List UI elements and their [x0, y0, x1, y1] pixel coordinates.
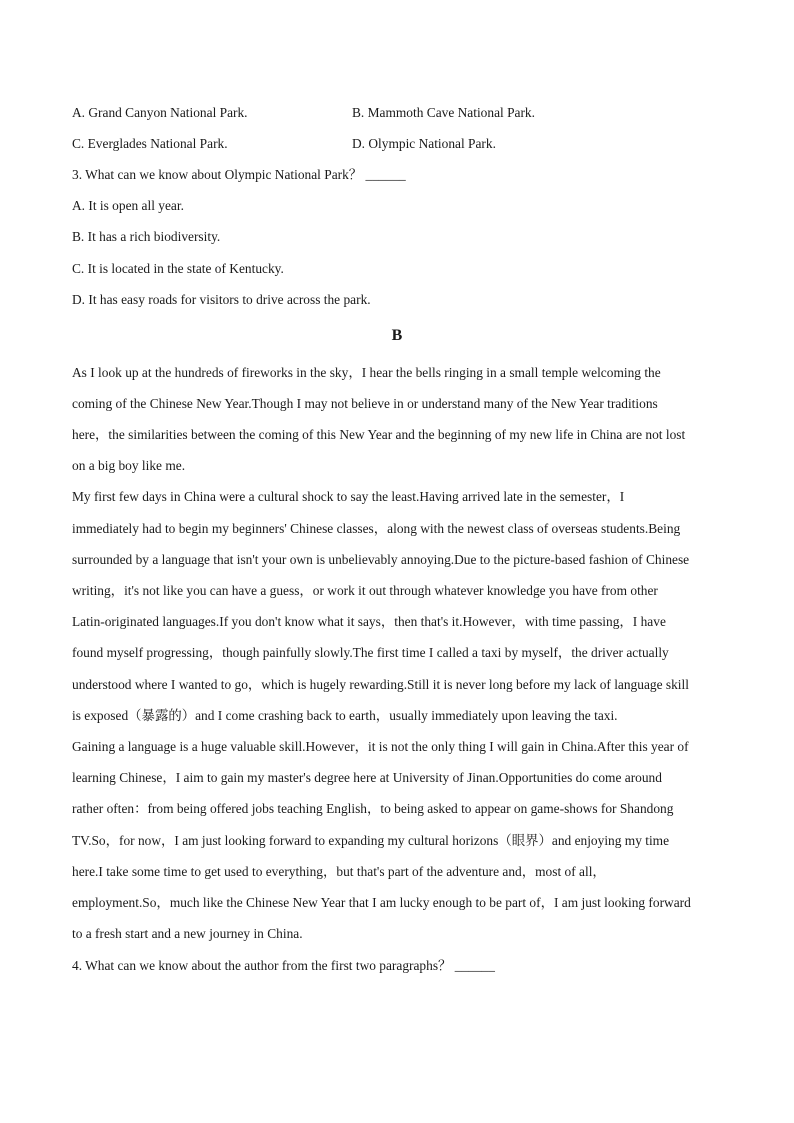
passage-line: coming of the Chinese New Year.Though I may not believe in or understand many of the New Year traditions — [72, 396, 658, 411]
passage-line: found myself progressing，though painfully slowly.The first time I called a taxi by myself，the driver actually — [72, 645, 669, 660]
passage-line: on a big boy like me. — [72, 458, 186, 473]
q4-stem: 4. What can we know about the author from the first two paragraphs？ ______ — [72, 958, 495, 973]
q3-stem: 3. What can we know about Olympic National Park？ ______ — [72, 167, 406, 182]
q2-option-d: D. Olympic National Park. — [352, 136, 496, 151]
passage-line: understood where I wanted to go，which is hugely rewarding.Still it is never long before my lack of language skill — [72, 677, 689, 692]
passage-line: writing，it's not like you can have a guess，or work it out through whatever knowledge you have from other — [72, 583, 658, 598]
passage-line: Latin-originated languages.If you don't know what it says，then that's it.However，with time passing，I have — [72, 614, 666, 629]
passage-line: employment.So，much like the Chinese New Year that I am lucky enough to be part of，I am just looking forward — [72, 895, 691, 910]
passage-line: Gaining a language is a huge valuable skill.However，it is not the only thing I will gain in China.After this year of — [72, 739, 689, 754]
passage-line: learning Chinese，I aim to gain my master's degree here at University of Jinan.Opportunities do come around — [72, 770, 662, 785]
passage-line: here.I take some time to get used to everything，but that's part of the adventure and，most of all， — [72, 864, 606, 879]
section-heading: B — [391, 327, 403, 344]
q3-option-b: B. It has a rich biodiversity. — [72, 229, 221, 244]
q2-option-b: B. Mammoth Cave National Park. — [352, 105, 535, 120]
passage-line: immediately had to begin my beginners' Chinese classes，along with the newest class of overseas students.Being — [72, 521, 681, 536]
passage-line: surrounded by a language that isn't your own is unbelievably annoying.Due to the picture-based fashion of Chinese — [72, 552, 690, 567]
q3-option-a: A. It is open all year. — [72, 198, 184, 213]
passage-line: As I look up at the hundreds of fireworks in the sky，I hear the bells ringing in a small temple welcoming the — [72, 365, 661, 380]
q3-option-c: C. It is located in the state of Kentucky. — [72, 261, 284, 276]
passage-line: to a fresh start and a new journey in China. — [72, 926, 303, 941]
passage-line: rather often：from being offered jobs teaching English，to being asked to appear on game-shows for Shandong — [72, 801, 674, 816]
passage-line: is exposed（暴露的）and I come crashing back to earth，usually immediately upon leaving the taxi. — [72, 708, 618, 723]
q3-option-d: D. It has easy roads for visitors to drive across the park. — [72, 292, 371, 307]
q2-option-c: C. Everglades National Park. — [72, 136, 228, 151]
passage-line: here，the similarities between the coming of this New Year and the beginning of my new life in China are not lost — [72, 427, 686, 442]
passage-line: My first few days in China were a cultural shock to say the least.Having arrived late in the semester，I — [72, 489, 625, 504]
passage-line: TV.So，for now，I am just looking forward to expanding my cultural horizons（眼界）and enjoying my time — [72, 833, 670, 848]
q2-option-a: A. Grand Canyon National Park. — [72, 105, 248, 120]
